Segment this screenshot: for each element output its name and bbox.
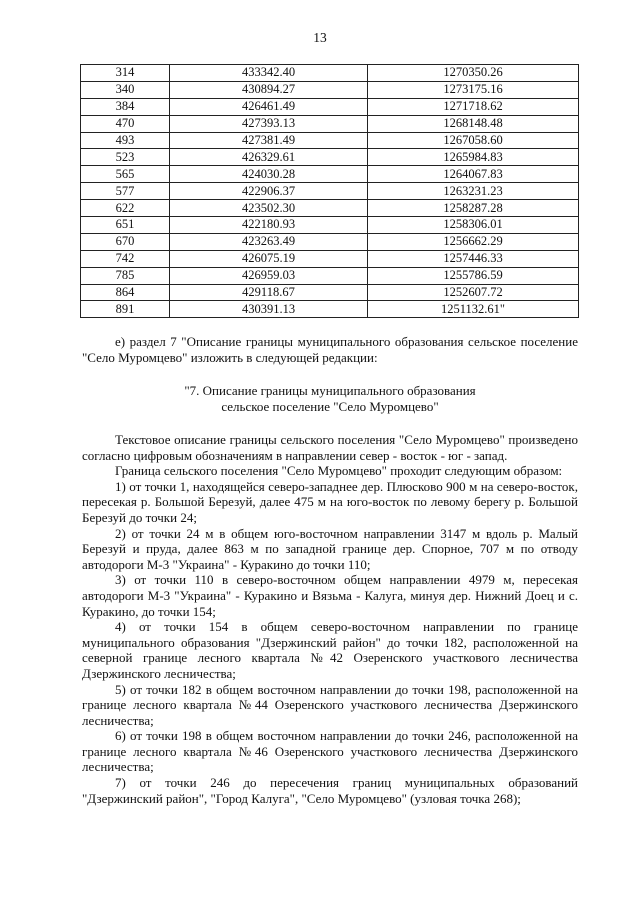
paragraph: 5) от точки 182 в общем восточном направлении до точки 198, расположенной на границе лесного квартала №44 Озеренского участкового лесничества Дзержинского лесничества; (82, 681, 578, 728)
table-cell: 433342.40 (170, 65, 368, 82)
table-cell: 523 (81, 149, 170, 166)
paragraph: 2) от точки 24 м в общем юго-восточном направлении 3147 м вдоль р. Малый Березуй и пруда, далее 863 м по западной границе дер. Спорное, 707 м по отводу автодороги М-3 "Украина" - Куракино до точки 110; (82, 525, 578, 572)
table-row (81, 132, 579, 149)
table-cell: 430894.27 (170, 81, 368, 98)
table-row (81, 200, 579, 217)
paragraph: 7) от точки 246 до пересечения границ муниципальных образований "Дзержинский район", "Город Калуга", "Село Муромцево" (узловая точка 268); (82, 775, 578, 806)
table-row (81, 65, 579, 82)
table-cell: 1258306.01 (368, 217, 579, 234)
table-cell: 427393.13 (170, 115, 368, 132)
table-cell: 1270350.26 (368, 65, 579, 82)
table-cell: 622 (81, 200, 170, 217)
section-heading (82, 383, 578, 415)
table-cell: 891 (81, 301, 170, 318)
coordinates-table-body (81, 65, 579, 318)
paragraph: 3) от точки 110 в северо-восточном общем направлении 4979 м, пересекая автодороги М-3 "Украина" - Куракино и Вязьма - Калуга, минуя дер. Нижний Доец и с. Куракино, до точки 154; (82, 572, 578, 619)
paragraph: 1) от точки 1, находящейся северо-западнее дер. Плюсково 900 м на северо-восток, пересекая р. Большой Березуй, далее 475 м на юго-восток по левому берегу р. Большой Березуй до точки 24; (82, 478, 578, 525)
table-row (81, 250, 579, 267)
table-cell: 1258287.28 (368, 200, 579, 217)
section-heading-line-1: "7. Описание границы муниципального образования (184, 383, 476, 398)
table-row (81, 166, 579, 183)
table-cell: 340 (81, 81, 170, 98)
table-cell: 422180.93 (170, 217, 368, 234)
table-cell: 422906.37 (170, 183, 368, 200)
table-cell: 1256662.29 (368, 233, 579, 250)
table-cell: 1267058.60 (368, 132, 579, 149)
table-cell: 423263.49 (170, 233, 368, 250)
table-row (81, 115, 579, 132)
table-cell: 651 (81, 217, 170, 234)
table-row (81, 81, 579, 98)
table-cell: 429118.67 (170, 284, 368, 301)
table-cell: 742 (81, 250, 170, 267)
table-cell: 1257446.33 (368, 250, 579, 267)
table-cell: 493 (81, 132, 170, 149)
table-cell: 423502.30 (170, 200, 368, 217)
table-row (81, 233, 579, 250)
table-cell: 864 (81, 284, 170, 301)
coordinates-table (80, 64, 579, 318)
table-row (81, 267, 579, 284)
table-row (81, 183, 579, 200)
table-cell: 426959.03 (170, 267, 368, 284)
table-cell: 470 (81, 115, 170, 132)
table-row (81, 149, 579, 166)
table-row (81, 284, 579, 301)
paragraph: 6) от точки 198 в общем восточном направлении до точки 246, расположенной на границе лесного квартала №46 Озеренского участкового лесничества Дзержинского лесничества; (82, 728, 578, 775)
paragraph: Текстовое описание границы сельского поселения "Село Муромцево" произведено согласно цифровым обозначениям в направлении север - восток - юг - запад. (82, 432, 578, 463)
table-row (81, 301, 579, 318)
intro-paragraph: е) раздел 7 "Описание границы муниципального образования сельское поселение "Село Муромцево" изложить в следующей редакции: (82, 334, 578, 365)
table-cell: 1268148.48 (368, 115, 579, 132)
table-cell: 314 (81, 65, 170, 82)
table-cell: 426461.49 (170, 98, 368, 115)
table-cell: 1255786.59 (368, 267, 579, 284)
table-cell: 1251132.61" (368, 301, 579, 318)
table-cell: 670 (81, 233, 170, 250)
table-cell: 430391.13 (170, 301, 368, 318)
table-cell: 426329.61 (170, 149, 368, 166)
table-cell: 426075.19 (170, 250, 368, 267)
description-text (82, 432, 578, 806)
paragraph: 4) от точки 154 в общем северо-восточном направлении по границе муниципального образования "Дзержинский район" до точки 182, расположенной на северной границе лесного квартала №42 Озеренского участкового лесничества Дзержинского лесничества; (82, 619, 578, 681)
table-cell: 427381.49 (170, 132, 368, 149)
table-row (81, 98, 579, 115)
intro-block (82, 334, 578, 365)
paragraph: Граница сельского поселения "Село Муромцево" проходит следующим образом: (115, 463, 563, 479)
table-cell: 1265984.83 (368, 149, 579, 166)
page-number: 13 (313, 30, 327, 45)
table-row (81, 217, 579, 234)
table-cell: 785 (81, 267, 170, 284)
section-heading-line-2: сельское поселение "Село Муромцево" (221, 399, 439, 414)
table-cell: 1273175.16 (368, 81, 579, 98)
table-cell: 384 (81, 98, 170, 115)
table-cell: 1252607.72 (368, 284, 579, 301)
table-cell: 424030.28 (170, 166, 368, 183)
table-cell: 577 (81, 183, 170, 200)
table-cell: 1271718.62 (368, 98, 579, 115)
table-cell: 1263231.23 (368, 183, 579, 200)
table-cell: 565 (81, 166, 170, 183)
table-cell: 1264067.83 (368, 166, 579, 183)
